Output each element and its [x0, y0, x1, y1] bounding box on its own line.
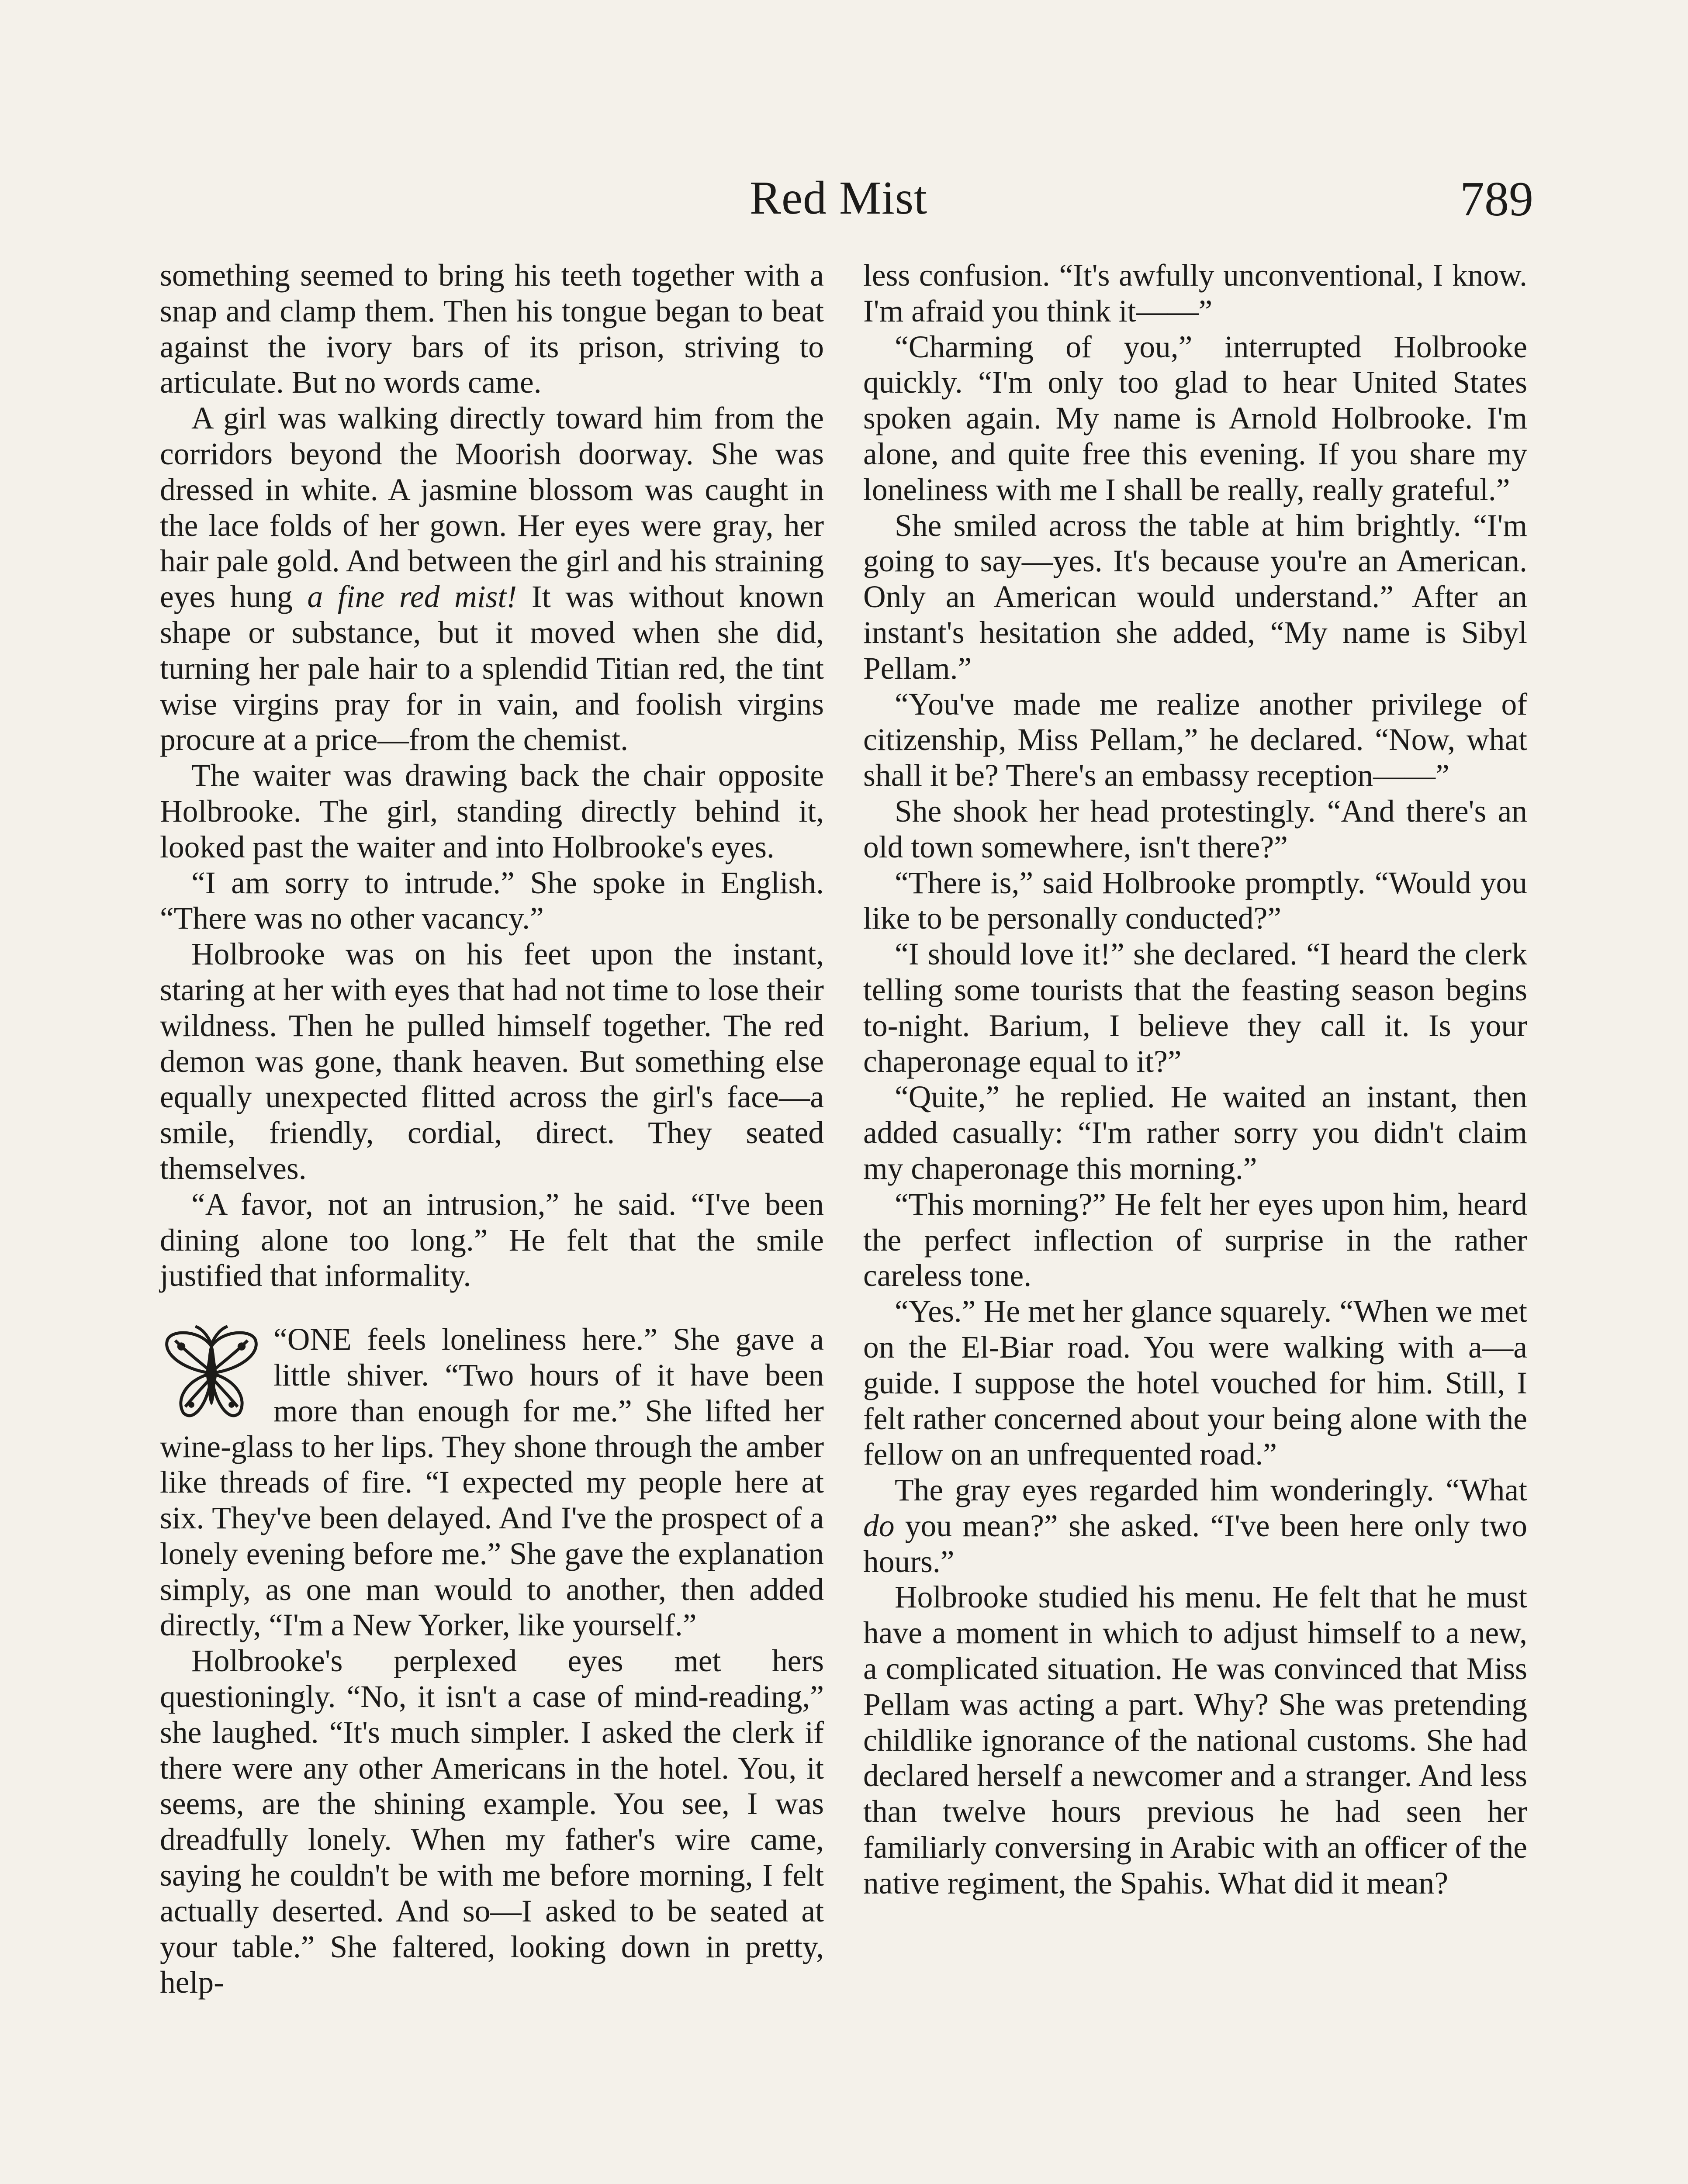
page-header: [0, 171, 1688, 228]
paragraph: Holbrooke studied his menu. He felt that he must have a moment in which to adjust himself to a new, a complicated situation. He was convinced that Miss Pellam was acting a part. Why? She was pretending childlike ignorance of the national customs. She had declared herself a newcomer and a stranger. And less than twelve hours previous he had seen her familiarly conversing in Arabic with an officer of the native regiment, the Spahis. What did it mean?: [863, 1580, 1527, 1901]
paragraph: “I should love it!” she declared. “I heard the clerk telling some tourists that the feasting season begins to-night. Barium, I believe they call it. Is your chaperonage equal to it?”: [863, 937, 1527, 1079]
right-column: [863, 258, 1527, 1901]
paragraph: She shook her head protestingly. “And there's an old town somewhere, isn't there?”: [863, 794, 1527, 864]
butterfly-icon: [160, 1324, 263, 1425]
paragraph-text: The gray eyes regarded him wonderingly. “What: [895, 1473, 1527, 1508]
paragraph: “ONE feels loneliness here.” She gave a little shiver. “Two hours of it have been more than enough for me.” She lifted her wine-glass to her lips. They shone through the amber like threads of fire. “I expected my people here at six. They've been delayed. And I've the prospect of a lonely evening before me.” She gave the explanation simply, as one man would to another, then added directly, “I'm a New Yorker, like yourself.”: [160, 1322, 824, 1643]
paragraph: Holbrooke was on his feet upon the instant, staring at her with eyes that had not time to lose their wildness. Then he pulled himself together. The red demon was gone, thank heaven. But something else equally unexpected flitted across the girl's face—a smile, friendly, cordial, direct. They seated themselves.: [160, 937, 824, 1186]
paragraph: [863, 1472, 1527, 1579]
paragraph: “Yes.” He met her glance squarely. “When we met on the El-Biar road. You were walking with a—a guide. I suppose the hotel vouched for him. Still, I felt rather concerned about your being alone with the fellow on an unfrequented road.”: [863, 1294, 1527, 1472]
paragraph: “There is,” said Holbrooke promptly. “Would you like to be personally conducted?”: [863, 865, 1527, 936]
paragraph-text: It was without known shape or substance, but it moved when she did, turning her pale hair to a splendid Titian red, the tint wise virgins pray for in vain, and foolish virgins procure at a price—from the chemist.: [160, 580, 824, 757]
paragraph: something seemed to bring his teeth together with a snap and clamp them. Then his tongue began to beat against the ivory bars of its prison, striving to articulate. But no words came.: [160, 258, 824, 400]
paragraph: “This morning?” He felt her eyes upon him, heard the perfect inflection of surprise in the rather careless tone.: [863, 1187, 1527, 1293]
running-title: Red Mist: [750, 172, 928, 224]
paragraph-text: A girl was walking directly toward him from the corridors beyond the Moorish doorway. She was dressed in white. A jasmine blossom was caught in the lace folds of her gown. Her eyes were gray, her hair pale gold. And between the girl and his straining eyes hung: [160, 401, 824, 615]
paragraph: [160, 401, 824, 758]
italic-phrase: a fine red mist!: [307, 580, 517, 615]
paragraph: “A favor, not an intrusion,” he said. “I've been dining alone too long.” He felt that the smile justified that informality.: [160, 1187, 824, 1293]
page-number: 789: [1460, 172, 1533, 226]
italic-word: do: [863, 1508, 895, 1543]
paragraph: The waiter was drawing back the chair opposite Holbrooke. The girl, standing directly behind it, looked past the waiter and into Holbrooke's eyes.: [160, 758, 824, 864]
left-column: [160, 258, 824, 2001]
paragraph: She smiled across the table at him brightly. “I'm going to say—yes. It's because you're an American. Only an American would understand.” After an instant's hesitation she added, “My name is Sibyl Pellam.”: [863, 508, 1527, 686]
paragraph: less confusion. “It's awfully unconventional, I know. I'm afraid you think it——”: [863, 258, 1527, 328]
paragraph: “Quite,” he replied. He waited an instant, then added casually: “I'm rather sorry you didn't claim my chaperonage this morning.”: [863, 1080, 1527, 1186]
section-break: [160, 1294, 824, 1322]
paragraph-text: you mean?” she asked. “I've been here only two hours.”: [863, 1508, 1527, 1579]
paragraph: Holbrooke's perplexed eyes met hers questioningly. “No, it isn't a case of mind-reading,” she laughed. “It's much simpler. I asked the clerk if there were any other Americans in the hotel. You, it seems, are the shining example. You see, I was dreadfully lonely. When my father's wire came, saying he couldn't be with me before morning, I felt actually deserted. And so—I asked to be seated at your table.” She faltered, looking down in pretty, help-: [160, 1644, 824, 2000]
paragraph: “I am sorry to intrude.” She spoke in English. “There was no other vacancy.”: [160, 865, 824, 936]
paragraph: “You've made me realize another privilege of citizenship, Miss Pellam,” he declared. “Now, what shall it be? There's an embassy reception——”: [863, 687, 1527, 793]
paragraph: “Charming of you,” interrupted Holbrooke quickly. “I'm only too glad to hear United States spoken again. My name is Arnold Holbrooke. I'm alone, and quite free this evening. If you share my loneliness with me I shall be really, really grateful.”: [863, 329, 1527, 507]
